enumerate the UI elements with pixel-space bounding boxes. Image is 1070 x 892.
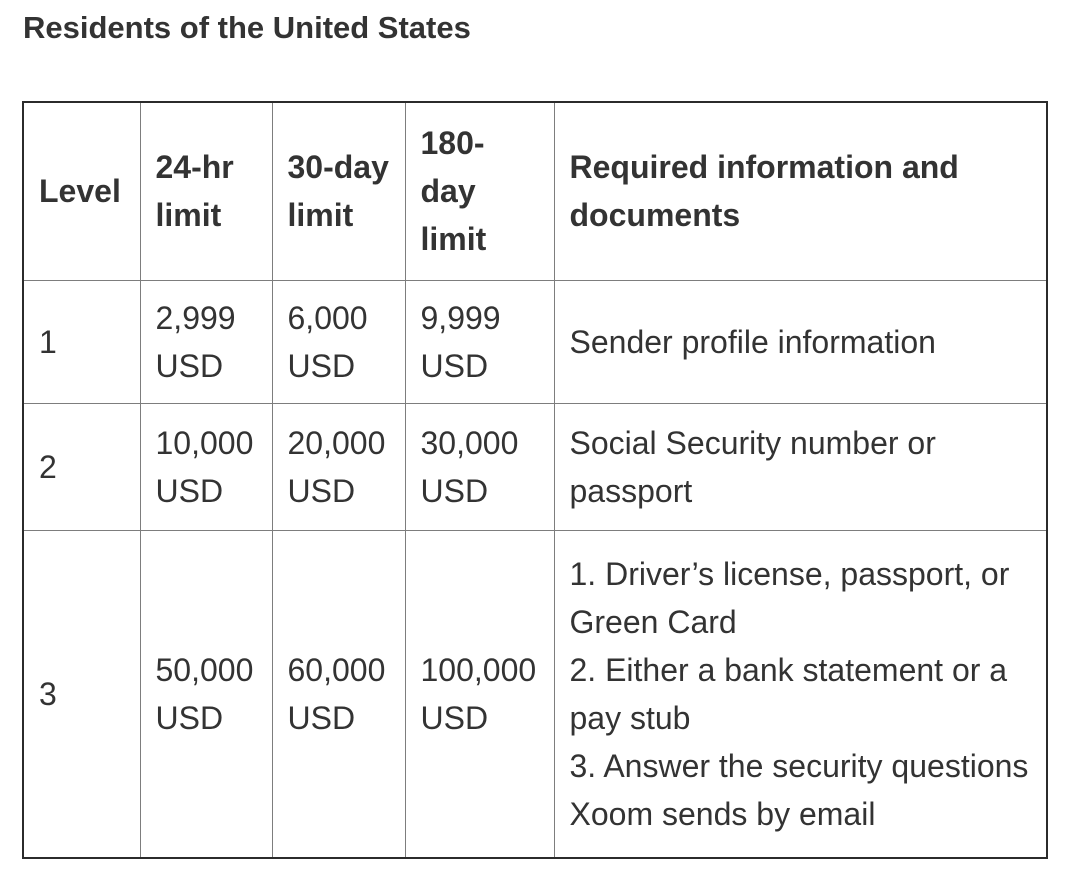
column-header-required-info: Required information and documents (554, 102, 1047, 280)
cell-level: 2 (23, 403, 140, 530)
required-item-1: 1. Driver’s license, passport, or Green Card (569, 555, 1010, 640)
table-row (23, 530, 1047, 858)
cell-required-info (554, 530, 1047, 858)
cell-30day-limit: 6,000 USD (272, 280, 405, 403)
table-row (23, 403, 1047, 530)
sending-limits-table (22, 101, 1048, 859)
table-row (23, 280, 1047, 403)
cell-required-info: Social Security number or passport (554, 403, 1047, 530)
cell-required-info: Sender profile information (554, 280, 1047, 403)
cell-level: 1 (23, 280, 140, 403)
column-header-24hr-limit: 24-hr limit (140, 102, 272, 280)
section-title: Residents of the United States (23, 10, 471, 45)
cell-180day-limit: 100,000 USD (405, 530, 554, 858)
cell-30day-limit: 20,000 USD (272, 403, 405, 530)
table-header-row (23, 102, 1047, 280)
cell-level: 3 (23, 530, 140, 858)
cell-180day-limit: 30,000 USD (405, 403, 554, 530)
column-header-level: Level (23, 102, 140, 280)
cell-30day-limit: 60,000 USD (272, 530, 405, 858)
cell-24hr-limit: 50,000 USD (140, 530, 272, 858)
column-header-30day-limit: 30-day limit (272, 102, 405, 280)
required-item-3: 3. Answer the security questions Xoom sends by email (569, 747, 1029, 832)
required-item-2: 2. Either a bank statement or a pay stub (569, 651, 1008, 736)
cell-24hr-limit: 2,999 USD (140, 280, 272, 403)
cell-180day-limit: 9,999 USD (405, 280, 554, 403)
column-header-180day-limit: 180-day limit (405, 102, 554, 280)
cell-24hr-limit: 10,000 USD (140, 403, 272, 530)
